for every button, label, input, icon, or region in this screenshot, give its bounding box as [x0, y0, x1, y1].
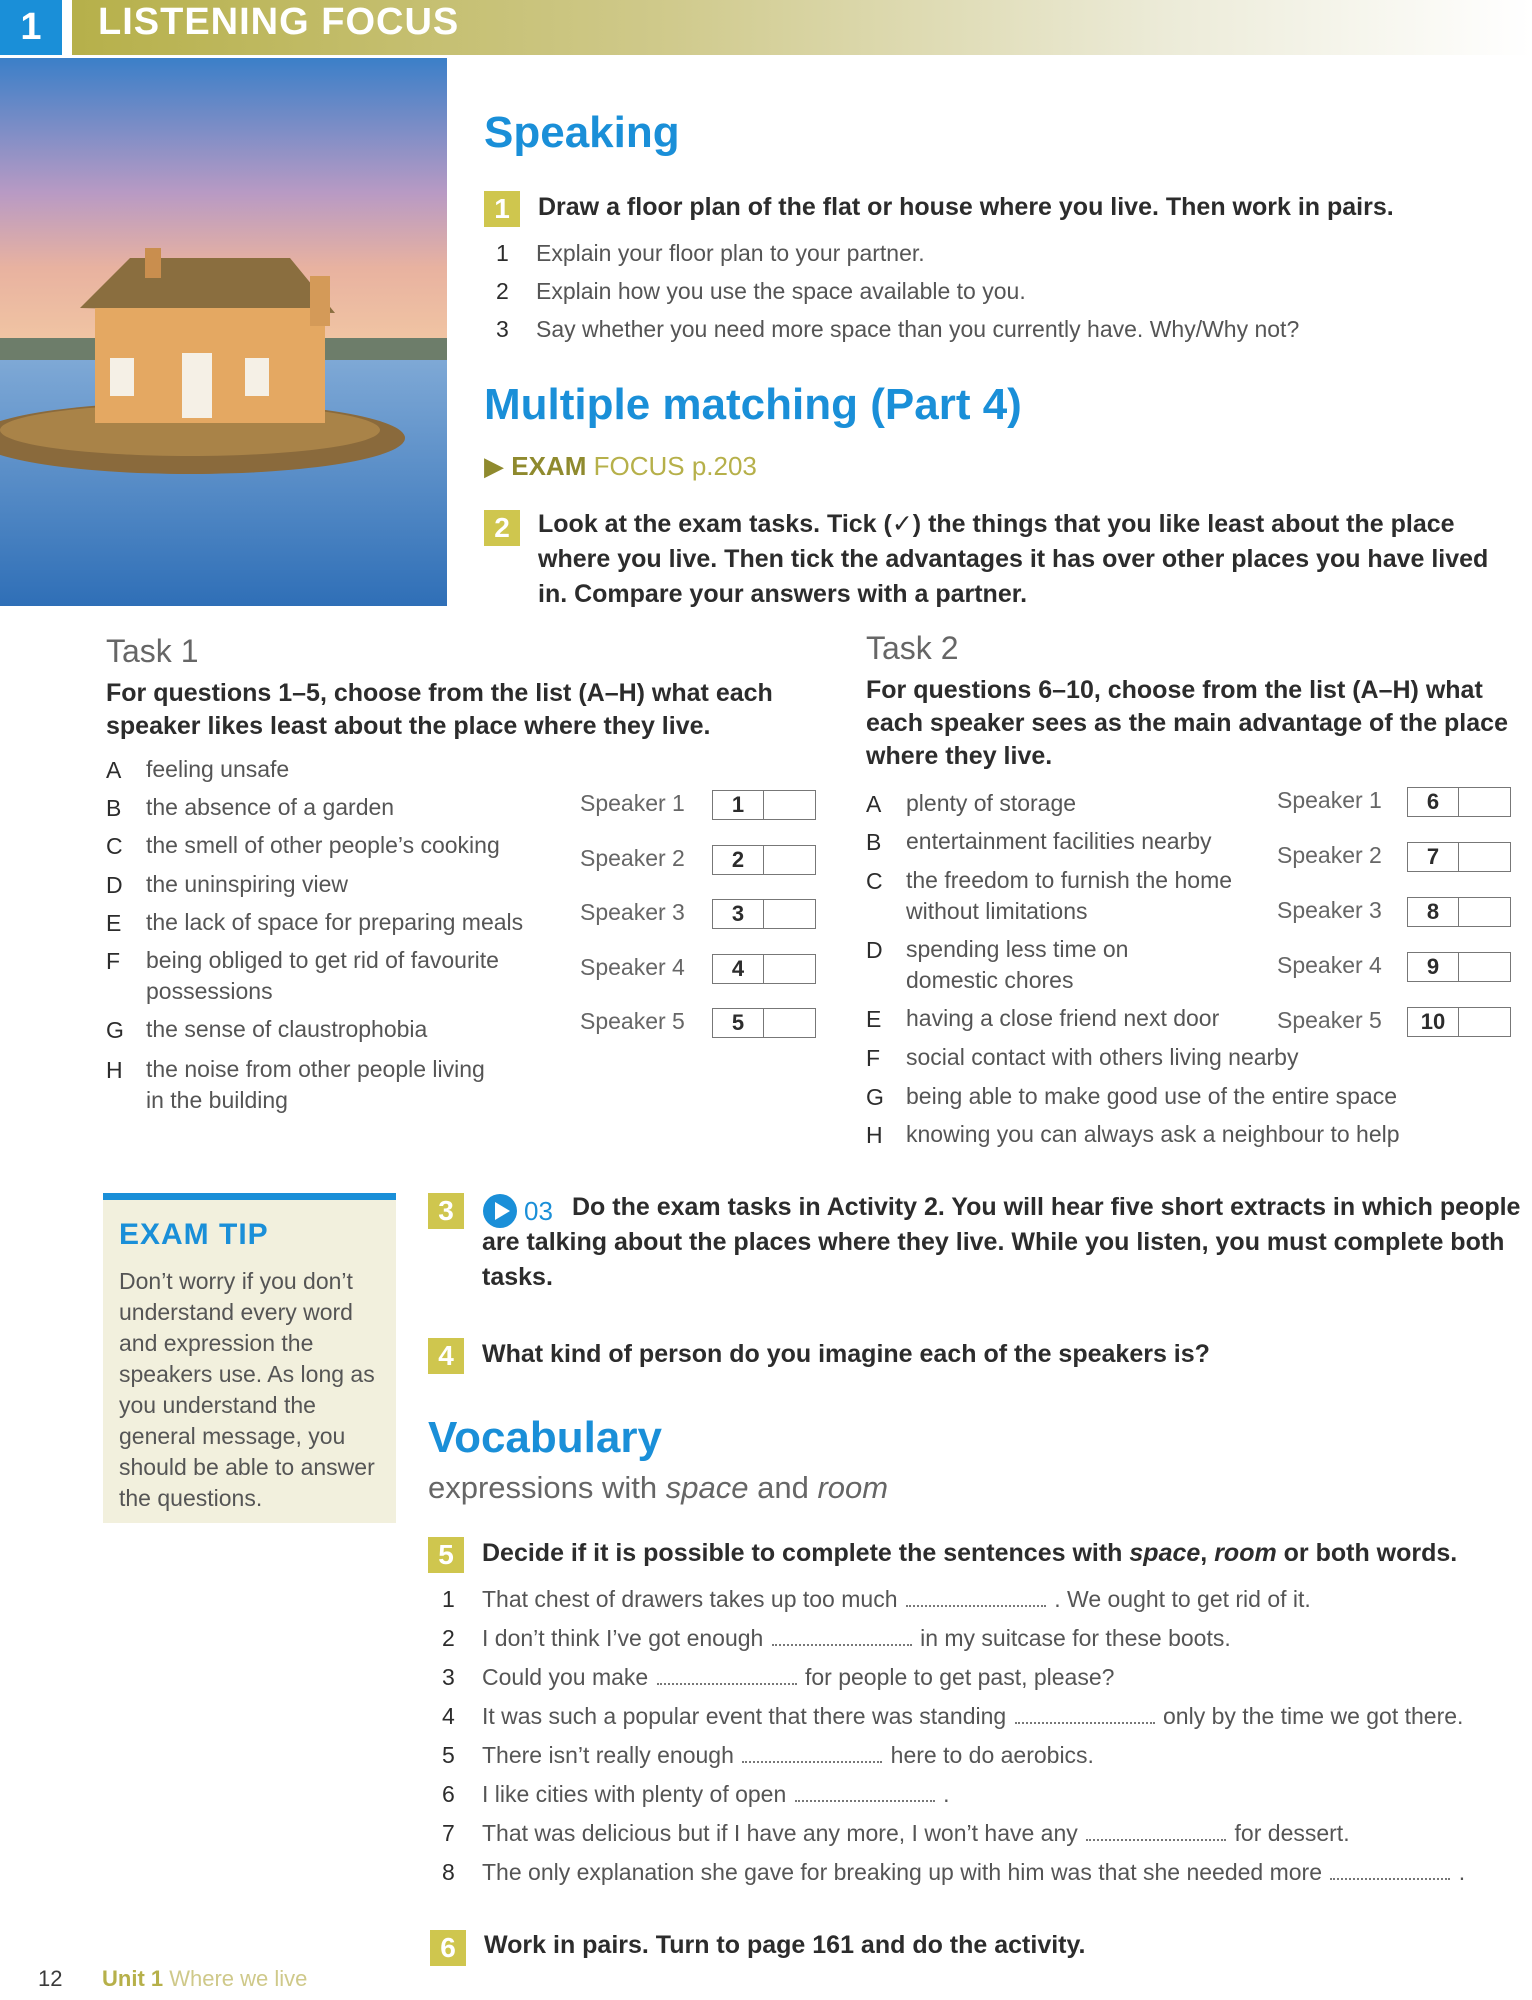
option-letter: G — [866, 1084, 884, 1110]
task1-answer-grid — [580, 788, 820, 1048]
blank-gap[interactable] — [742, 1743, 882, 1763]
speaker-label: Speaker 4 — [580, 954, 685, 980]
sentence-before: There isn’t really enough — [482, 1742, 734, 1768]
activity-number-1: 1 — [484, 191, 520, 227]
sentence-after: for people to get past, please? — [804, 1664, 1115, 1690]
item-text: Explain your floor plan to your partner. — [536, 240, 925, 266]
sentence-before: Could you make — [482, 1664, 649, 1690]
exam-focus-exam: EXAM — [511, 451, 587, 481]
exam-focus-reference — [484, 451, 757, 482]
sentence-text — [482, 1859, 1465, 1886]
activity-number-6: 6 — [430, 1930, 466, 1966]
option-text-continued: possessions — [146, 978, 273, 1004]
option-text: the absence of a garden — [146, 794, 395, 820]
footer-unit — [102, 1966, 307, 1992]
footer-unit-title: Where we live — [169, 1966, 308, 1991]
exam-tip-box — [103, 1193, 396, 1523]
option-text-continued: in the building — [146, 1087, 288, 1113]
answer-number: 9 — [1408, 953, 1459, 981]
sentence-text — [482, 1664, 1114, 1691]
speaking-heading: Speaking — [484, 108, 680, 157]
sentence-text — [482, 1625, 1231, 1652]
subheading-room: room — [817, 1470, 889, 1505]
option-text: the lack of space for preparing meals — [146, 909, 524, 935]
item-number: 1 — [496, 240, 509, 266]
option-text: being able to make good use of the entire space — [906, 1083, 1398, 1109]
option-letter: F — [866, 1045, 881, 1071]
item-text: Explain how you use the space available to you. — [536, 278, 1026, 304]
blank-gap[interactable] — [795, 1782, 935, 1802]
activity2-instruction: Look at the exam tasks. Tick (✓) the things that you like least about the place where you live. Then tick the advantages it has over other places you have lived in. Compare your answers with a partner. — [538, 510, 1489, 608]
sentence-number: 1 — [442, 1586, 455, 1612]
speaker-label: Speaker 3 — [1277, 897, 1382, 923]
task2-instruction: For questions 6–10, choose from the list (A–H) what each speaker sees as the main advantage of the place where they live. — [866, 676, 1508, 770]
answer-number: 8 — [1408, 898, 1459, 926]
option-text: the uninspiring view — [146, 871, 349, 897]
exam-tip-title: EXAM TIP — [119, 1218, 269, 1251]
option-letter: E — [866, 1006, 882, 1032]
subheading-space: space — [665, 1470, 749, 1505]
speaker-label: Speaker 2 — [580, 845, 685, 871]
sentence-text — [482, 1703, 1463, 1730]
answer-number: 1 — [713, 791, 764, 819]
vocabulary-heading: Vocabulary — [428, 1413, 662, 1462]
sentence-number: 7 — [442, 1820, 455, 1846]
answer-number: 6 — [1408, 788, 1459, 816]
activity-number-2: 2 — [484, 510, 520, 546]
option-letter: B — [866, 829, 882, 855]
unit-number: 1 — [20, 6, 42, 48]
subheading-text: expressions with — [428, 1470, 666, 1505]
vocabulary-subheading — [428, 1470, 888, 1506]
instruction-room: room — [1214, 1539, 1277, 1567]
option-text: feeling unsafe — [146, 756, 290, 782]
speaker-label: Speaker 5 — [1277, 1007, 1382, 1033]
exam-focus-page: FOCUS p.203 — [593, 451, 757, 481]
blank-gap[interactable] — [1015, 1704, 1155, 1724]
task1-title: Task 1 — [106, 633, 199, 669]
speaker-label: Speaker 2 — [1277, 842, 1382, 868]
sentence-after: for dessert. — [1234, 1820, 1350, 1846]
sentence-number: 8 — [442, 1859, 455, 1885]
answer-box[interactable] — [1407, 787, 1511, 817]
answer-box[interactable] — [712, 790, 816, 820]
activity-number-4: 4 — [428, 1338, 464, 1374]
option-text-continued: domestic chores — [906, 967, 1074, 993]
page-number: 12 — [38, 1966, 63, 1991]
speaker-label: Speaker 1 — [1277, 787, 1382, 813]
option-text: spending less time on — [906, 936, 1129, 962]
answer-box[interactable] — [712, 845, 816, 875]
multiple-matching-heading: Multiple matching (Part 4) — [484, 380, 1022, 429]
footer-unit-label: Unit 1 — [102, 1966, 164, 1991]
sentence-before: That was delicious but if I have any more, I won’t have any — [482, 1820, 1078, 1846]
option-letter: H — [106, 1057, 123, 1083]
answer-box[interactable] — [1407, 1007, 1511, 1037]
sentence-number: 3 — [442, 1664, 455, 1690]
option-letter: H — [866, 1122, 883, 1148]
answer-box[interactable] — [1407, 897, 1511, 927]
option-letter: C — [106, 833, 123, 859]
sentence-number: 6 — [442, 1781, 455, 1807]
sentence-text — [482, 1586, 1311, 1613]
sentence-number: 4 — [442, 1703, 455, 1729]
blank-gap[interactable] — [1086, 1821, 1226, 1841]
option-letter: E — [106, 910, 122, 936]
answer-number: 4 — [713, 955, 764, 983]
option-text: knowing you can always ask a neighbour to help — [906, 1121, 1400, 1147]
blank-gap[interactable] — [657, 1665, 797, 1685]
option-letter: D — [106, 872, 123, 898]
answer-number: 3 — [713, 900, 764, 928]
option-text: plenty of storage — [906, 790, 1077, 816]
answer-number: 5 — [713, 1009, 764, 1037]
task1-options — [106, 757, 576, 1127]
option-letter: G — [106, 1017, 124, 1043]
instruction-text: or both words. — [1276, 1539, 1458, 1567]
blank-gap[interactable] — [772, 1626, 912, 1646]
item-number: 3 — [496, 316, 509, 342]
option-text-continued: without limitations — [906, 898, 1088, 924]
sentence-after: only by the time we got there. — [1163, 1703, 1464, 1729]
speaker-label: Speaker 4 — [1277, 952, 1382, 978]
option-letter: A — [866, 791, 882, 817]
sentence-number: 2 — [442, 1625, 455, 1651]
answer-number: 2 — [713, 846, 764, 874]
item-number: 2 — [496, 278, 509, 304]
activity-number-3: 3 — [428, 1193, 464, 1229]
sentence-before: That chest of drawers takes up too much — [482, 1586, 898, 1612]
sentence-before: I like cities with plenty of open — [482, 1781, 787, 1807]
activity1-instruction: Draw a floor plan of the flat or house where you live. Then work in pairs. — [538, 193, 1394, 221]
unit-number-tab — [0, 0, 62, 55]
option-text: being obliged to get rid of favourite — [146, 947, 499, 973]
task1-instruction: For questions 1–5, choose from the list (A–H) what each speaker likes least about the place where they live. — [106, 679, 773, 740]
instruction-space: space — [1129, 1539, 1201, 1567]
option-letter: A — [106, 757, 122, 783]
sentence-before: It was such a popular event that there was standing — [482, 1703, 1007, 1729]
option-text: the noise from other people living — [146, 1056, 485, 1082]
answer-box[interactable] — [712, 1008, 816, 1038]
option-text: the smell of other people’s cooking — [146, 832, 500, 858]
instruction-text: , — [1200, 1539, 1215, 1567]
answer-box[interactable] — [1407, 842, 1511, 872]
option-text: the sense of claustrophobia — [146, 1016, 428, 1042]
subheading-text: and — [748, 1470, 818, 1505]
instruction-text: Decide if it is possible to complete the sentences with — [482, 1539, 1130, 1567]
option-letter: B — [106, 795, 122, 821]
sentence-after: . — [943, 1781, 950, 1807]
option-text: the freedom to furnish the home — [906, 867, 1233, 893]
answer-number: 10 — [1408, 1008, 1459, 1036]
sentence-before: I don’t think I’ve got enough — [482, 1625, 764, 1651]
activity-number-5: 5 — [428, 1537, 464, 1573]
answer-box[interactable] — [712, 899, 816, 929]
answer-box[interactable] — [1407, 952, 1511, 982]
task2-answer-grid — [1277, 785, 1517, 1045]
activity3-instruction: Do the exam tasks in Activity 2. You will hear five short extracts in which people are talking about the places where they live. While you listen, you must complete both tasks. — [482, 1193, 1521, 1291]
activity5-instruction — [482, 1536, 1527, 1571]
play-arrow-icon: ▶ — [484, 451, 504, 481]
sentence-after: . — [1458, 1859, 1466, 1885]
task2-title: Task 2 — [866, 630, 959, 666]
sentence-number: 5 — [442, 1742, 455, 1768]
speaker-label: Speaker 3 — [580, 899, 685, 925]
blank-gap[interactable] — [1330, 1860, 1450, 1880]
section-title: LISTENING FOCUS — [98, 1, 460, 43]
option-letter: F — [106, 948, 121, 974]
option-text: social contact with others living nearby — [906, 1044, 1299, 1070]
item-text: Say whether you need more space than you currently have. Why/Why not? — [536, 316, 1300, 342]
answer-box[interactable] — [712, 954, 816, 984]
sentence-after: . We ought to get rid of it. — [1054, 1586, 1311, 1612]
activity4-instruction: What kind of person do you imagine each of the speakers is? — [482, 1340, 1210, 1368]
sentence-after: in my suitcase for these boots. — [920, 1625, 1231, 1651]
exam-tip-text: Don’t worry if you don’t understand every word and expression the speakers use. As long as you understand the general message, you should be able to answer the questions. — [119, 1268, 375, 1511]
option-letter: C — [866, 868, 883, 894]
audio-track-number: 03 — [524, 1196, 553, 1226]
blank-gap[interactable] — [906, 1587, 1046, 1607]
sentence-before: The only explanation she gave for breaking up with him was that she needed more — [482, 1859, 1323, 1885]
sentence-text — [482, 1820, 1350, 1847]
sentence-text — [482, 1781, 949, 1808]
option-letter: D — [866, 937, 883, 963]
option-text: entertainment facilities nearby — [906, 828, 1212, 854]
activity6-instruction: Work in pairs. Turn to page 161 and do the activity. — [484, 1931, 1086, 1959]
speaker-label: Speaker 1 — [580, 790, 685, 816]
speaker-label: Speaker 5 — [580, 1008, 685, 1034]
sentence-text — [482, 1742, 1094, 1769]
cottage-photo — [0, 58, 447, 606]
option-text: having a close friend next door — [906, 1005, 1220, 1031]
sentence-after: here to do aerobics. — [890, 1742, 1094, 1768]
answer-number: 7 — [1408, 843, 1459, 871]
cottage-illustration — [0, 58, 447, 606]
